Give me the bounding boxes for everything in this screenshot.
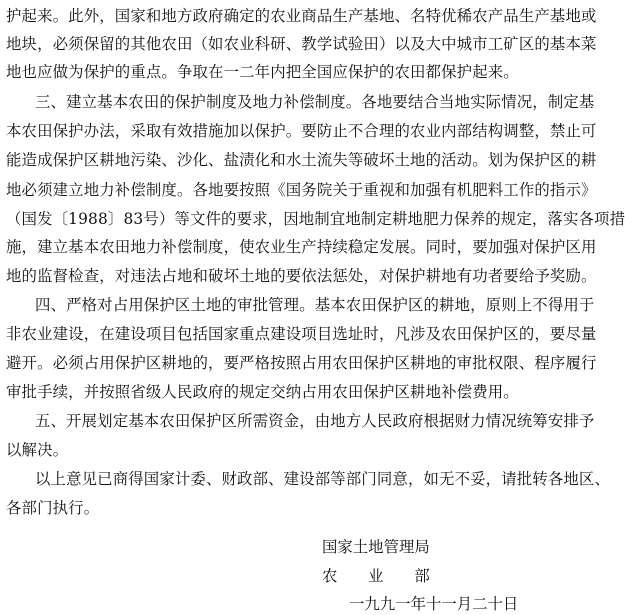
para3-line2: 非农业建设，在建设项目包括国家重点建设项目选址时，凡涉及农田保护区的，要尽量 — [6, 325, 597, 343]
para3-line3: 避开。必须占用保护区耕地的，要严格按照占用农田保护区耕地的审批权限、程序履行 — [6, 354, 597, 372]
para1-line1: 护起来。此外，国家和地方政府确定的农业商品生产基地、名特优稀农产品生产基地或 — [6, 7, 597, 25]
para2-line5: （国发〔1988〕83号）等文件的要求，因地制宜地制定耕地肥力保养的规定，落实各项措 — [6, 210, 625, 228]
para5-line1: 以上意见已商得国家计委、财政部、建设部等部门同意，如无不妥，请批转各地区、 — [35, 470, 611, 488]
para2-line2: 本农田保护办法，采取有效措施加以保护。要防止不合理的农业内部结构调整，禁止可 — [6, 122, 597, 140]
signature-org-agriculture: 农 业 部 — [322, 567, 430, 585]
para4-line1: 五、开展划定基本农田保护区所需资金，由地方人民政府根据财力情况统筹安排予 — [35, 412, 595, 430]
para2-line6: 施，建立基本农田地力补偿制度，使农业生产持续稳定发展。同时，要加强对保护区用 — [6, 238, 597, 256]
para2-line1: 三、建立基本农田的保护制度及地力补偿制度。各地要结合当地实际情况，制定基 — [35, 93, 595, 111]
signature-date: 一九九一年十一月二十日 — [349, 595, 519, 613]
para1-line2: 地块，必须保留的其他农田（如农业科研、教学试验田）以及大中城市工矿区的基本菜 — [6, 35, 597, 53]
para2-line3: 能造成保护区耕地污染、沙化、盐渍化和水土流失等破坏土地的活动。划为保护区的耕 — [6, 151, 597, 169]
signature-org-land-bureau: 国家土地管理局 — [322, 538, 430, 556]
para2-line4: 地必须建立地力补偿制度。各地要按照《国务院关于重视和加强有机肥料工作的指示》 — [6, 181, 597, 199]
para2-line7: 地的监督检查，对违法占地和破坏土地的要依法惩处，对保护耕地有功者要给予奖励。 — [6, 267, 597, 285]
para3-line1: 四、严格对占用保护区土地的审批管理。基本农田保护区的耕地，原则上不得用于 — [35, 296, 595, 314]
para4-line2: 以解决。 — [6, 441, 69, 459]
para3-line4: 审批手续，并按照省级人民政府的规定交纳占用农田保护区耕地补偿费用。 — [6, 383, 519, 401]
para5-line2: 各部门执行。 — [6, 499, 100, 517]
para1-line3: 地也应做为保护的重点。争取在一二年内把全国应保护的农田都保护起来。 — [6, 63, 519, 81]
